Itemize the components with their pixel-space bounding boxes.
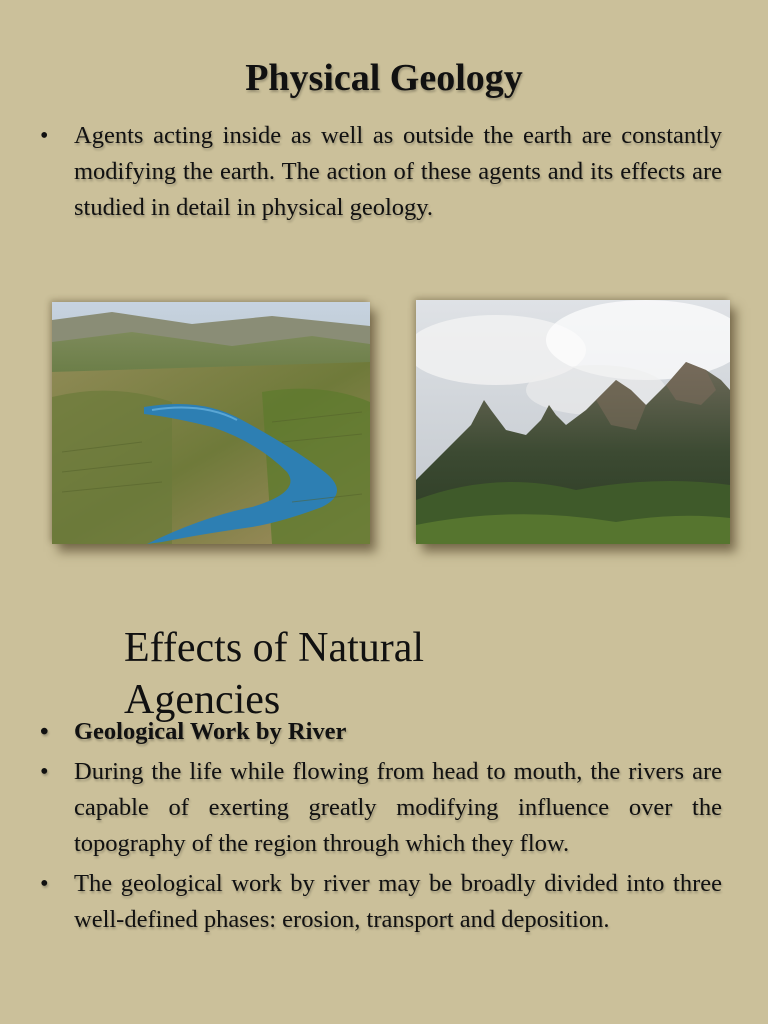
bullet-list (40, 714, 722, 938)
bullet-glyph: • (40, 758, 49, 785)
list-item (40, 754, 722, 862)
list-item-text: The geological work by river may be broadly divided into three well-defined phases: erosion, transport and deposition. (74, 870, 722, 933)
river-valley-photo (52, 302, 370, 544)
list-item-text: Geological Work by River (74, 718, 347, 745)
bullet-glyph: • (40, 123, 49, 149)
list-item (40, 714, 722, 750)
bullet-glyph: • (40, 718, 49, 745)
section-heading: Effects of Natural Agencies (124, 625, 425, 723)
river-valley-image (52, 302, 370, 544)
mountain-peaks-image (416, 300, 730, 544)
intro-paragraph (40, 118, 722, 226)
slide-title: Physical Geology (245, 57, 523, 99)
mountain-peaks-photo (416, 300, 730, 544)
list-item-text: During the life while flowing from head to mouth, the rivers are capable of exerting greatly modifying influence over the topography of the region through which they flow. (74, 758, 722, 857)
bullet-glyph: • (40, 870, 49, 897)
intro-text: Agents acting inside as well as outside the earth are constantly modifying the earth. The action of these agents and its effects are studied in detail in physical geology. (74, 122, 722, 221)
list-item (40, 866, 722, 938)
